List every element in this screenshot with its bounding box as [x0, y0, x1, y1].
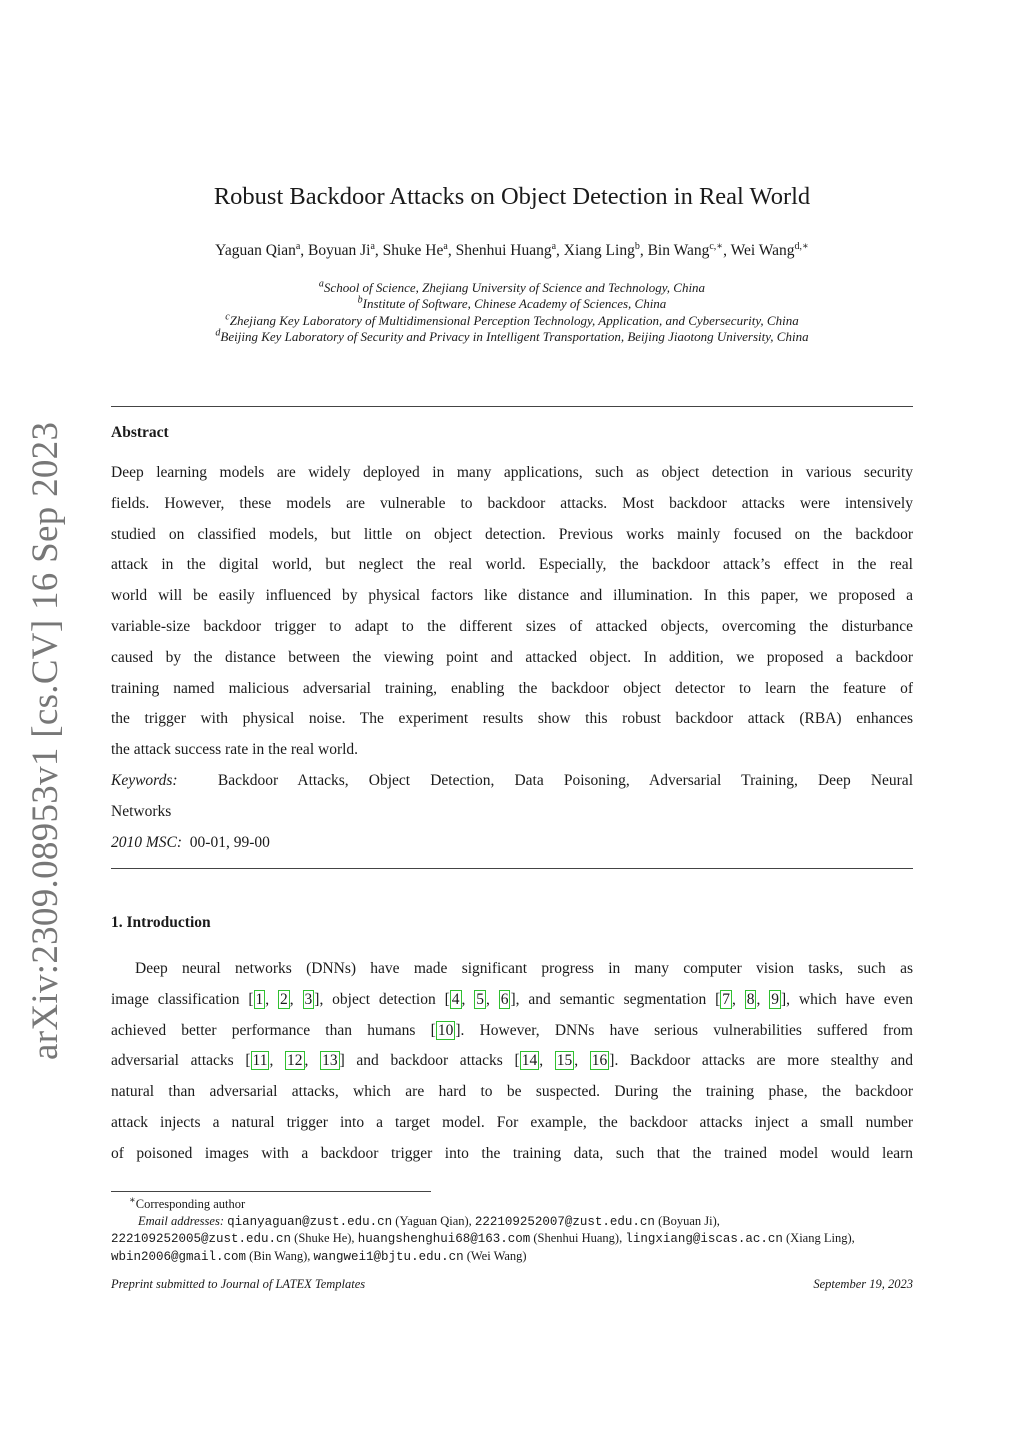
email-link[interactable]: huangshenghui68@163.com — [357, 1232, 531, 1246]
citation-link[interactable]: 10 — [437, 1021, 454, 1039]
footnote-corresponding: ∗Corresponding author — [129, 1194, 246, 1211]
abstract-line: the trigger with physical noise. The experiment results show this robust backdoor attack (RBA) enhances — [111, 710, 913, 728]
footer-date: September 19, 2023 — [813, 1277, 913, 1291]
abstract-line: Deep learning models are widely deployed in many applications, such as object detection in various security — [111, 464, 913, 481]
keywords-label: Keywords: — [111, 772, 178, 789]
arxiv-side-stamp: arXiv:2309.08953v1 [cs.CV] 16 Sep 2023 — [25, 421, 66, 1060]
intro-line: natural than adversarial attacks, which are hard to be suspected. During the training phase, the backdoor — [111, 1083, 913, 1101]
citation-link[interactable]: 7 — [722, 990, 730, 1008]
affiliation-line: $^a$School of Science, Zhejiang University of Science and Technology, China — [318, 278, 706, 295]
footnote-emails-line3: wbin2006@gmail.com (Bin Wang), wangwei1@bjtu.edu.cn (Wei Wang) — [111, 1248, 527, 1264]
author-name: Shenhui Huang — [455, 242, 552, 259]
intro-line: of poisoned images with a backdoor trigger into the training data, such that the trained model would learn — [111, 1144, 913, 1162]
msc-value: 00-01, 99-00 — [189, 833, 270, 851]
affiliation-line: $^c$Zhejiang Key Laboratory of Multidimensional Perception Technology, Application, and Cybersecurity, China — [225, 311, 799, 328]
section-heading-introduction: 1. Introduction — [111, 914, 211, 931]
abstract-line: the attack success rate in the real world. — [111, 741, 359, 759]
citation-link[interactable]: 4 — [451, 990, 460, 1008]
keywords-value-cont: Networks — [111, 802, 172, 820]
introduction-text — [111, 954, 913, 1170]
citation-link[interactable]: 13 — [322, 1052, 338, 1070]
abstract-line: training named malicious adversarial training, enabling the backdoor object detector to learn the feature of — [111, 679, 913, 697]
abstract-line: attack in the digital world, but neglect the real world. Especially, the backdoor attack’s effect in the real — [111, 556, 913, 574]
citation-link[interactable]: 8 — [746, 990, 755, 1008]
email-link[interactable]: lingxiang@iscas.ac.cn — [625, 1232, 783, 1246]
abstract-line: world will be easily influenced by physical factors like distance and illumination. In this paper, we proposed a — [111, 587, 913, 605]
footer-left: Preprint submitted to Journal of LATEX Templates — [111, 1277, 366, 1291]
citation-link[interactable]: 9 — [771, 990, 779, 1008]
abstract-line: caused by the distance between the viewing point and attacked object. In addition, we proposed a backdoor — [111, 648, 913, 666]
keywords-block — [111, 766, 913, 858]
author-name: Bin Wang — [647, 242, 710, 259]
citation-link[interactable]: 2 — [280, 990, 288, 1008]
intro-line: attack injects a natural trigger into a target model. For example, the backdoor attacks inject a small number — [111, 1113, 913, 1131]
author-name: Wei Wang — [730, 242, 795, 259]
email-link[interactable]: 222109252007@zust.edu.cn — [474, 1214, 655, 1229]
keywords-value: Backdoor Attacks, Object Detection, Data Poisoning, Adversarial Training, Deep Neural — [217, 772, 913, 789]
email-link[interactable]: qianyaguan@zust.edu.cn — [227, 1214, 393, 1229]
citation-link[interactable]: 12 — [287, 1052, 303, 1070]
affiliations — [0, 280, 1024, 345]
author-name: Boyuan Ji — [308, 242, 371, 259]
abstract-line: variable-size backdoor trigger to adapt to the different sizes of attacked objects, overcoming the disturbance — [111, 617, 913, 635]
citation-link[interactable]: 5 — [476, 990, 484, 1008]
top-rule — [111, 406, 913, 407]
intro-line: achieved better performance than humans [ 10 ]. However, DNNs have serious vulnerabilities suffered from — [111, 1021, 913, 1039]
email-link[interactable]: wangwei1@bjtu.edu.cn — [313, 1249, 464, 1264]
email-link[interactable]: 222109252005@zust.edu.cn — [111, 1232, 292, 1246]
citation-link[interactable]: 16 — [591, 1052, 608, 1070]
affiliation-line: $^b$Institute of Software, Chinese Academy of Sciences, China — [357, 294, 667, 312]
footnote-rule — [111, 1191, 431, 1192]
intro-line: adversarial attacks [ 11 , 12 , 13 ] and backdoor attacks [ 14 , 15 , 16 ]. Backdoor attacks are more stealthy and — [111, 1052, 913, 1070]
email-link[interactable]: wbin2006@gmail.com — [111, 1249, 247, 1264]
citation-link[interactable]: 14 — [521, 1052, 538, 1070]
intro-line: Deep neural networks (DNNs) have made significant progress in many computer vision tasks, such as — [135, 960, 913, 977]
citation-link[interactable]: 3 — [304, 990, 313, 1008]
paper-title: Robust Backdoor Attacks on Object Detection in Real World — [213, 183, 811, 210]
abstract-line: studied on classified models, but little on object detection. Previous works mainly focused on the backdoor — [111, 525, 913, 543]
citation-link[interactable]: 11 — [252, 1052, 268, 1070]
citation-link[interactable]: 15 — [556, 1052, 573, 1070]
footnote-emails-line2: 222109252005@zust.edu.cn (Shuke He), huangshenghui68@163.com (Shenhui Huang), lingxiang@iscas.ac.cn (Xiang Ling), — [111, 1231, 855, 1246]
affiliation-line: $^d$Beijing Key Laboratory of Security and Privacy in Intelligent Transportation, Beijing Jiaotong University, China — [215, 327, 809, 344]
msc-label: 2010 MSC: — [111, 833, 183, 851]
footnote-emails-line1: Email addresses: qianyaguan@zust.edu.cn (Yaguan Qian), 222109252007@zust.edu.cn (Boyuan Ji), — [138, 1213, 720, 1229]
intro-line: image classification [ 1 , 2 , 3 ], object detection [ 4 , 5 , 6 ], and semantic segmentation [ 7 , 8 , 9 ], which have even — [111, 990, 913, 1008]
abstract-heading: Abstract — [111, 424, 169, 441]
citation-link[interactable]: 6 — [500, 990, 509, 1008]
author-name: Xiang Ling — [563, 242, 635, 259]
abstract-line: fields. However, these models are vulnerable to backdoor attacks. Most backdoor attacks were intensively — [111, 494, 913, 512]
citation-link[interactable]: 1 — [255, 990, 264, 1008]
author-list: Yaguan Qian$^a$, Boyuan Ji$^a$, Shuke He$^a$, Shenhui Huang$^a$, Xiang Ling$^b$, Bin Wang$^{c,∗}$, Wei Wang$^{d,∗}$ — [215, 240, 809, 259]
author-name: Shuke He — [382, 242, 444, 259]
footnote-block — [111, 1196, 913, 1265]
author-name: Yaguan Qian — [215, 242, 296, 259]
bottom-rule — [111, 868, 913, 869]
abstract-text — [111, 458, 913, 766]
